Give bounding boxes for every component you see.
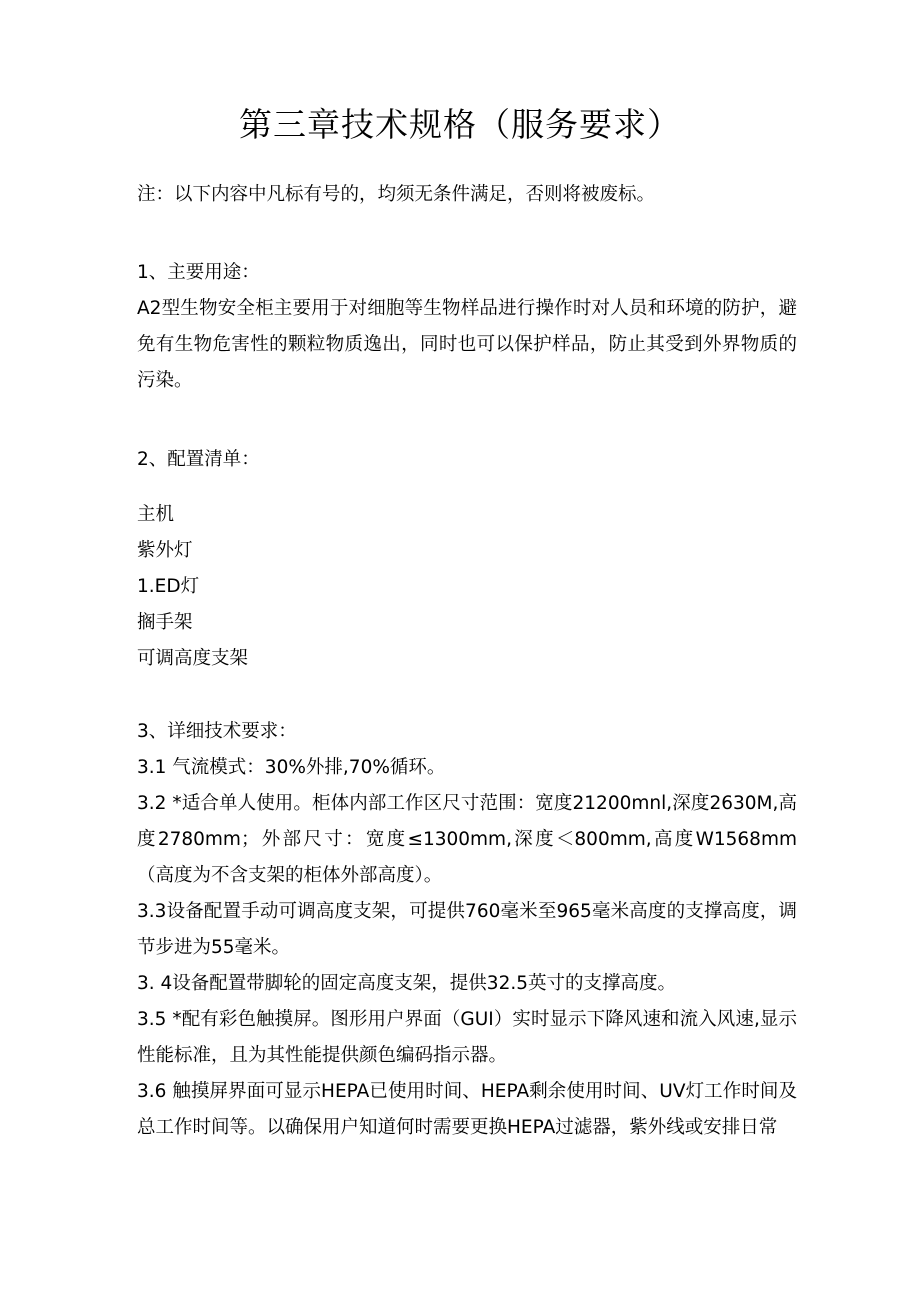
requirement-item: 3.5 *配有彩色触摸屏。图形用户界面（GUI）实时显示下降风速和流入风速,显示性能标准，且为其性能提供颜色编码指示器。 (137, 1009, 797, 1066)
config-item: 搁手架 (137, 612, 193, 633)
document-title: 第三章技术规格（服务要求） (239, 105, 681, 144)
requirement-item: 3. 4设备配置带脚轮的固定高度支架，提供32.5英寸的支撑高度。 (137, 973, 676, 994)
config-item: 主机 (137, 504, 175, 525)
requirement-item: 3.2 *适合单人使用。柜体内部工作区尺寸范围：宽度21200mnl,深度2630M,高度2780mm；外部尺寸：宽度≤1300mm,深度＜800mm,高度W1568mm（高度为不含支架的柜体外部高度）。 (137, 793, 797, 886)
section-usage-heading: 1、主要用途： (137, 262, 260, 283)
requirement-item: 3.1 气流模式：30%外排,70%循环。 (137, 757, 446, 778)
config-item: 可调高度支架 (137, 648, 249, 669)
section-requirements-heading: 3、详细技术要求： (137, 721, 297, 742)
config-item: 紫外灯 (137, 540, 193, 561)
section-config-heading: 2、配置清单： (137, 449, 260, 470)
requirement-item: 3.3设备配置手动可调高度支架，可提供760毫米至965毫米高度的支撑高度，调节步进为55毫米。 (137, 901, 797, 958)
config-item: 1.ED灯 (137, 576, 200, 597)
requirement-item: 3.6 触摸屏界面可显示HEPA已使用时间、HEPA剩余使用时间、UV灯工作时间及总工作时间等。以确保用户知道何时需要更换HEPA过滤器，紫外线或安排日常 (137, 1081, 797, 1138)
note-text: 注：以下内容中凡标有号的，均须无条件满足，否则将被废标。 (137, 184, 656, 205)
section-usage-body: A2型生物安全柜主要用于对细胞等生物样品进行操作时对人员和环境的防护，避免有生物危害性的颗粒物质逸出，同时也可以保护样品，防止其受到外界物质的污染。 (137, 298, 797, 391)
